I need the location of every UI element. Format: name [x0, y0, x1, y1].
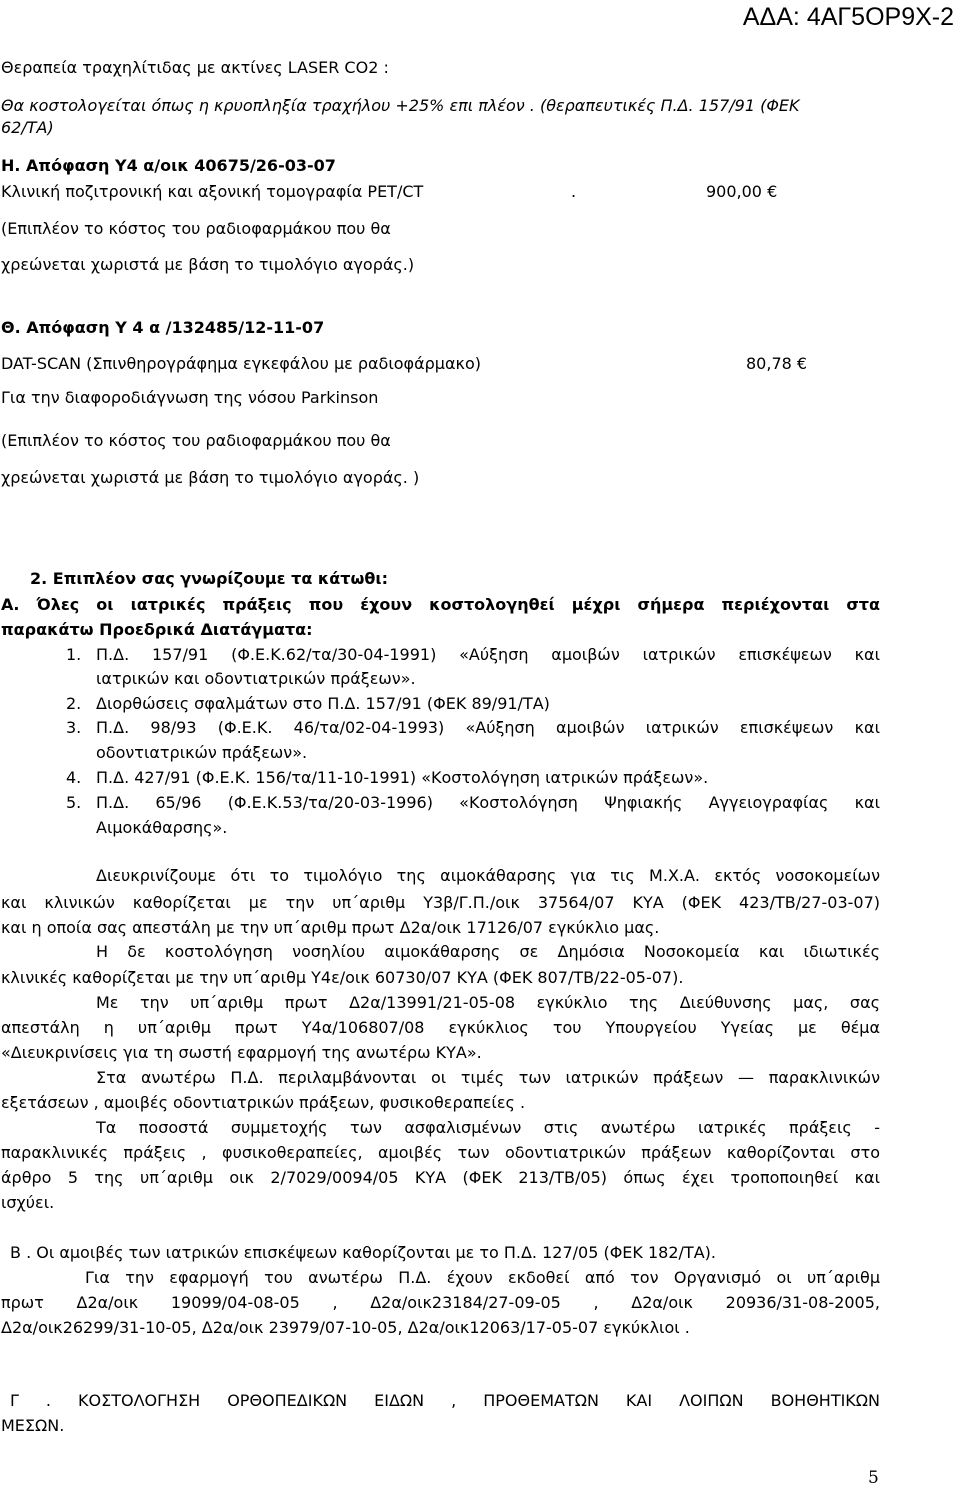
- section-g-line-2: ΜΕΣΩΝ.: [1, 1416, 65, 1435]
- section-2-sub-a-line-1: Α. Όλες οι ιατρικές πράξεις που έχουν κοστολογηθεί μέχρι σήμερα περιέχονται στα: [1, 595, 880, 614]
- section-b-line-3: Δ2α/οικ26299/31-10-05, Δ2α/οικ 23979/07-10-05, Δ2α/οικ12063/17-05-07 εγκύκλιοι .: [1, 1318, 690, 1337]
- paragraph-1-line-3: και η οποία σας απεστάλη με την υπ΄αριθμ πρωτ Δ2α/οικ 17126/07 εγκύκλιο μας.: [1, 918, 660, 937]
- ada-code: ΑΔΑ: 4ΑΓ5ΟΡ9Χ-2: [742, 3, 954, 31]
- paragraph-3-line-2: απεστάλη η υπ΄αριθμ πρωτ Υ4α/106807/08 εγκύκλιος του Υπουργείου Υγείας με θέμα: [1, 1018, 880, 1037]
- section-th-heading: Θ. Απόφαση Υ 4 α /132485/12-11-07: [1, 318, 325, 337]
- list-item-text: Διορθώσεις σφαλμάτων στο Π.Δ. 157/91 (ΦΕΚ 89/91/ΤΑ): [96, 694, 550, 713]
- section-h-dot: .: [571, 182, 577, 201]
- list-item-text-cont: οδοντιατρικών πράξεων».: [96, 743, 308, 762]
- section-2-sub-a-line-2: παρακάτω Προεδρικά Διατάγματα:: [1, 620, 313, 639]
- list-item-number: 2.: [66, 694, 82, 713]
- laser-title: Θεραπεία τραχηλίτιδας με ακτίνες LASER CO2 :: [1, 58, 389, 77]
- section-g-line-1: Γ . ΚΟΣΤΟΛΟΓΗΣΗ ΟΡΘΟΠΕΔΙΚΩΝ ΕΙΔΩΝ , ΠΡΟΘΕΜΑΤΩΝ ΚΑΙ ΛΟΙΠΩΝ ΒΟΗΘΗΤΙΚΩΝ: [10, 1391, 880, 1410]
- page-number: 5: [868, 1468, 879, 1488]
- paragraph-5-line-4: ισχύει.: [1, 1193, 55, 1212]
- list-item-text: Π.Δ. 157/91 (Φ.Ε.Κ.62/τα/30-04-1991) «Αύξηση αμοιβών ιατρικών επισκέψεων και: [96, 645, 880, 664]
- paragraph-3-line-3: «Διευκρινίσεις για τη σωστή εφαρμογή της ανωτέρω ΚΥΑ».: [1, 1043, 482, 1062]
- paragraph-5-line-2: παρακλινικές πράξεις , φυσικοθεραπείες, αμοιβές των οδοντιατρικών πράξεων καθορίζονται στο: [1, 1143, 880, 1162]
- paragraph-4-line-1: Στα ανωτέρω Π.Δ. περιλαμβάνονται οι τιμές των ιατρικών πράξεων — παρακλινικών: [96, 1068, 880, 1087]
- section-2-heading: 2. Επιπλέον σας γνωρίζουμε τα κάτωθι:: [30, 569, 389, 588]
- list-item-text: Π.Δ. 65/96 (Φ.Ε.Κ.53/τα/20-03-1996) «Κοστολόγηση Ψηφιακής Αγγειογραφίας και: [96, 793, 880, 812]
- list-item-text-cont: ιατρικών και οδοντιατρικών πράξεων».: [96, 669, 416, 688]
- list-item-number: 5.: [66, 793, 82, 812]
- section-th-note-2: χρεώνεται χωριστά με βάση το τιμολόγιο αγοράς. ): [1, 468, 420, 487]
- section-h-price: 900,00 €: [706, 182, 778, 201]
- section-th-price: 80,78 €: [746, 354, 808, 373]
- section-b-line-2: πρωτ Δ2α/οικ 19099/04-08-05 , Δ2α/οικ23184/27-09-05 , Δ2α/οικ 20936/31-08-2005,: [1, 1293, 880, 1312]
- section-b-line-0: Β . Οι αμοιβές των ιατρικών επισκέψεων καθορίζονται με το Π.Δ. 127/05 (ΦΕΚ 182/ΤΑ).: [10, 1243, 716, 1262]
- section-h-heading: Η. Απόφαση Υ4 α/οικ 40675/26-03-07: [1, 156, 336, 175]
- list-item-number: 3.: [66, 718, 82, 737]
- paragraph-2-line-2: κλινικές καθορίζεται με την υπ΄αριθμ Υ4ε/οικ 60730/07 ΚΥΑ (ΦΕΚ 807/ΤΒ/22-05-07).: [1, 968, 684, 987]
- list-item-text-cont: Αιμοκάθαρσης».: [96, 818, 228, 837]
- section-h-note-1: (Επιπλέον το κόστος του ραδιοφαρμάκου που θα: [1, 219, 391, 238]
- laser-line-2: 62/ΤΑ): [1, 118, 54, 137]
- paragraph-4-line-2: εξετάσεων , αμοιβές οδοντιατρικών πράξεων, φυσικοθεραπείες .: [1, 1093, 526, 1112]
- list-item-number: 1.: [66, 645, 82, 664]
- section-h-item: Κλινική ποζιτρονική και αξονική τομογραφία PET/CT: [1, 182, 424, 201]
- section-th-note-1: (Επιπλέον το κόστος του ραδιοφαρμάκου που θα: [1, 431, 391, 450]
- section-th-item: DAT-SCAN (Σπινθηρογράφημα εγκεφάλου με ραδιοφάρμακο): [1, 354, 481, 373]
- list-item-text: Π.Δ. 427/91 (Φ.Ε.Κ. 156/τα/11-10-1991) «Κοστολόγηση ιατρικών πράξεων».: [96, 768, 709, 787]
- list-item-number: 4.: [66, 768, 82, 787]
- paragraph-1-line-2: και κλινικών καθορίζεται με την υπ΄αριθμ Υ3β/Γ.Π./οικ 37564/07 ΚΥΑ (ΦΕΚ 423/ΤΒ/27-03-07): [1, 893, 880, 912]
- section-h-note-2: χρεώνεται χωριστά με βάση το τιμολόγιο αγοράς.): [1, 255, 415, 274]
- paragraph-5-line-3: άρθρο 5 της υπ΄αριθμ οικ 2/7029/0094/05 ΚΥΑ (ΦΕΚ 213/ΤΒ/05) όπως έχει τροποποιηθεί και: [1, 1168, 880, 1187]
- paragraph-5-line-1: Τα ποσοστά συμμετοχής των ασφαλισμένων στις ανωτέρω ιατρικές πράξεις -: [96, 1118, 880, 1137]
- laser-line-1: Θα κοστολογείται όπως η κρυοπληξία τραχήλου +25% επι πλέον . (θεραπευτικές Π.Δ. 157/91 (ΦΕΚ: [1, 96, 800, 115]
- paragraph-2-line-1: Η δε κοστολόγηση νοσηλίου αιμοκάθαρσης σε Δημόσια Νοσοκομεία και ιδιωτικές: [96, 942, 880, 961]
- list-item-text: Π.Δ. 98/93 (Φ.Ε.Κ. 46/τα/02-04-1993) «Αύξηση αμοιβών ιατρικών επισκέψεων και: [96, 718, 880, 737]
- section-b-line-1: Για την εφαρμογή του ανωτέρω Π.Δ. έχουν εκδοθεί από τον Οργανισμό οι υπ΄αριθμ: [85, 1268, 880, 1287]
- section-th-item-2: Για την διαφοροδιάγνωση της νόσου Parkinson: [1, 388, 379, 407]
- paragraph-3-line-1: Με την υπ΄αριθμ πρωτ Δ2α/13991/21-05-08 εγκύκλιο της Διεύθυνσης μας, σας: [96, 993, 880, 1012]
- paragraph-1-line-1: Διευκρινίζουμε ότι το τιμολόγιο της αιμοκάθαρσης για τις Μ.Χ.Α. εκτός νοσοκομείων: [96, 866, 880, 885]
